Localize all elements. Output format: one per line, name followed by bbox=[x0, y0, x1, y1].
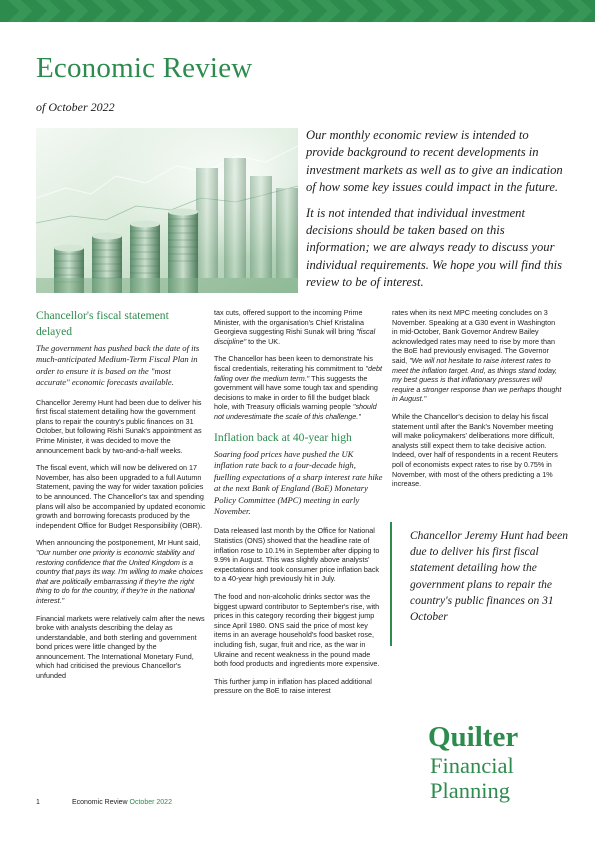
article-column-3 bbox=[392, 308, 562, 497]
intro-text bbox=[306, 127, 568, 292]
section-lede-inflation: Soaring food prices have pushed the UK inflation rate back to a four-decade high, fuelling expectations of a sharp interest rate hike at the next Bank of England (BoE) Monetary Policy Committee (MPC) meeting in early November. bbox=[214, 449, 383, 517]
body-text: When announcing the postponement, Mr Hunt said, bbox=[36, 538, 201, 548]
body-paragraph bbox=[214, 354, 384, 421]
body-paragraph bbox=[36, 538, 206, 605]
logo-line-2: Financial bbox=[430, 753, 514, 778]
section-heading-fiscal-statement: Chancellor's fiscal statement delayed bbox=[36, 309, 169, 338]
quote-text: "debt falling over the medium term." bbox=[214, 363, 382, 383]
issue-date: of October 2022 bbox=[36, 100, 115, 114]
body-paragraph: This further jump in inflation has placed additional pressure on the BoE to raise interest bbox=[214, 676, 372, 696]
body-paragraph bbox=[214, 308, 384, 346]
body-paragraph: Data released last month by the Office for National Statistics (ONS) showed that the headline rate of inflation rose to 10.1% in September after dipping to 9.9% in August. This was slightly above analysts' expectations and took consumer price inflation back to a 40-year high previously hit in July. bbox=[214, 526, 380, 584]
article-column-2 bbox=[214, 308, 384, 704]
logo-line-3: Planning bbox=[430, 778, 511, 803]
body-paragraph: While the Chancellor's decision to delay his fiscal statement until after the Bank's November meeting will make policymakers' deliberations more difficult, analysts still expect them to take decisive action. Indeed, over half of respondents in a recent Reuters poll of economists expect rates to rise by 0.75% in November, with most of the others predicting a 1% increase. bbox=[392, 411, 558, 489]
section-heading-inflation: Inflation back at 40-year high bbox=[214, 430, 352, 444]
footer-date: October 2022 bbox=[129, 799, 172, 806]
body-text: to the UK. bbox=[246, 336, 281, 346]
quote-text: "fiscal discipline" bbox=[214, 327, 376, 346]
body-paragraph: Chancellor Jeremy Hunt had been due to deliver his first fiscal statement detailing how the government plans to repair the country's public finances on 31 October, but following Rishi Sunak's appointment as Prime Minister, it was decided to move the announcement back by two-and-a-half weeks. bbox=[36, 397, 202, 455]
quote-text: "should not underestimate the scale of this challenge." bbox=[214, 402, 377, 421]
body-text: This suggests the government will have some tough tax and spending decisions to make in order to fill the budget black hole, with Treasury officials warning people bbox=[214, 373, 378, 412]
body-text: The Chancellor has been keen to demonstrate his fiscal credentials, reiterating his commitment to bbox=[214, 354, 374, 373]
page-title: Economic Review bbox=[36, 52, 253, 84]
body-paragraph: The fiscal event, which will now be delivered on 17 November, has also been upgraded to a full Autumn Statement, paving the way for wider taxation policies to be announced. The Chancellor's tax and spending plans will also be accompanied by updated economic growth and borrowing forecasts produced by the independent Office for Budget Responsibility (OBR). bbox=[36, 463, 206, 530]
pull-quote: Chancellor Jeremy Hunt had been due to deliver his first fiscal statement detailing how the government plans to repair the country's public finances on 31 October bbox=[390, 522, 568, 646]
quote-text: "Our number one priority is economic stability and restoring confidence that the United Kingdom is a country that pays its way. I'm willing to make choices that are politically embarrassing if they're the right thing to do for the country, if they're in the national interest." bbox=[36, 547, 204, 605]
page-footer bbox=[36, 799, 172, 806]
logo-line-1: Quilter bbox=[428, 721, 519, 753]
body-paragraph: The food and non-alcoholic drinks sector was the biggest upward contributor to September's rise, with prices in this category recording their biggest jump since April 1980. ONS said the price of most key items in an average household's food basket rose, including fish, sugar, fruit and rice, as the war in Ukraine and recent weakness in the pound made both food products and ingredients more expensive. bbox=[214, 592, 380, 669]
page-number: 1 bbox=[36, 799, 40, 806]
body-text: rates when its next MPC meeting concludes on 3 November. Speaking at a G30 event in Washington in mid-October, Bank Governor Andrew Bailey acknowledged rates may need to rise by more than the BoE had previously envisaged. The Governor said, bbox=[392, 308, 556, 365]
intro-paragraph-1: Our monthly economic review is intended to provide background to recent developments in investment markets as well as to give an indication of how some key issues could impact in the future. bbox=[306, 128, 563, 195]
coin-stacks-image bbox=[36, 128, 298, 293]
article-column-1 bbox=[36, 308, 206, 689]
header-chevron-banner bbox=[0, 0, 595, 22]
footer-publication: Economic Review bbox=[71, 799, 128, 806]
body-text: tax cuts, offered support to the incoming Prime Minister, with the organisation's Chief Kristalina Georgieva suggesting Rishi Sunak will bring bbox=[214, 308, 364, 337]
body-paragraph: Financial markets were relatively calm after the news broke with analysts describing the delay as understandable, and both sterling and government bond prices were little changed by the announcement. The International Monetary Fund, which had criticised the previous Chancellor's unfunded bbox=[36, 613, 205, 681]
quote-text: "We will not hesitate to raise interest rates to meet the inflation target. And, as things stand today, my best guess is that inflationary pressures will require a stronger response than we perhaps thought in August." bbox=[392, 355, 562, 404]
section-lede-fiscal-statement: The government has pushed back the date of its much-anticipated Medium-Term Fiscal Plan in order to ensure it is based on the "most accurate" economic forecasts available. bbox=[36, 343, 200, 388]
quilter-financial-planning-logo bbox=[428, 721, 558, 803]
intro-paragraph-2: It is not intended that individual investment decisions should be taken based on this information; we are always ready to discuss your individual requirements. We hope you will find this review to be of interest. bbox=[306, 205, 563, 290]
body-paragraph bbox=[392, 308, 562, 404]
